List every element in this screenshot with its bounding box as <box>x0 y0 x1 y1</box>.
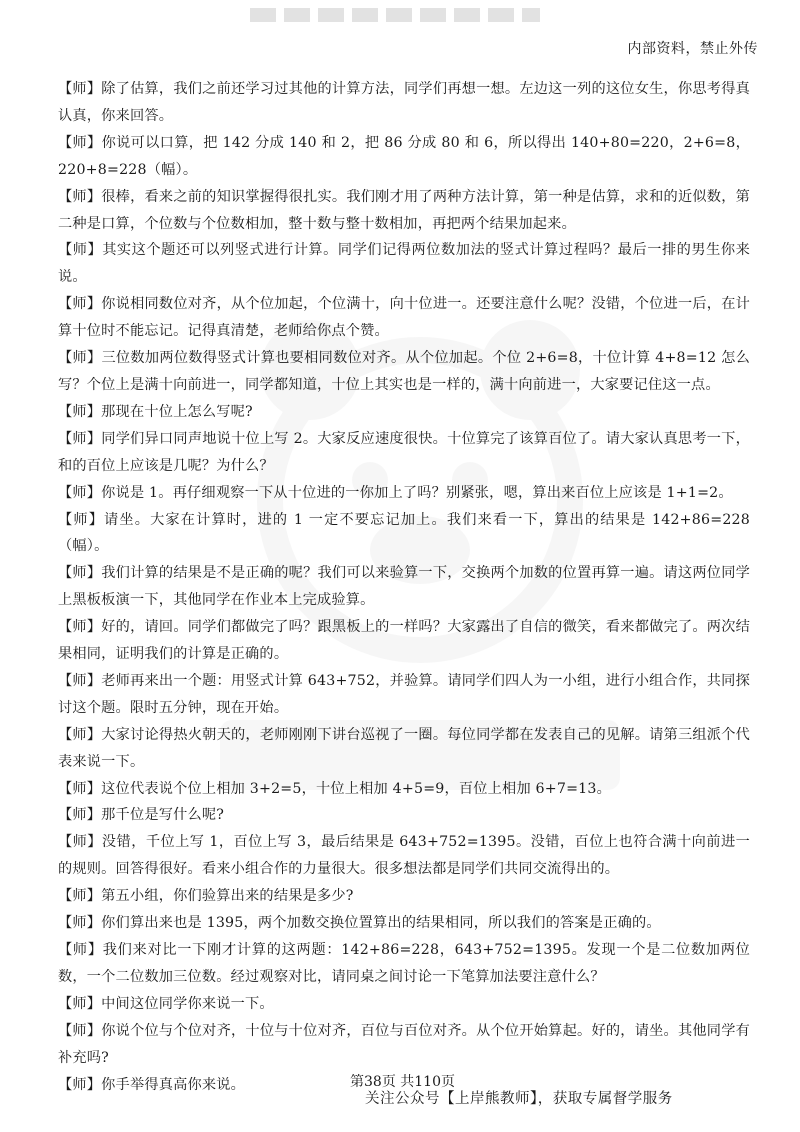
paragraph-text: 你说相同数位对齐，从个位加起，个位满十，向十位进一。还要注意什么呢？没错，个位进一后，在计算十位时不能忘记。记得真清楚，老师给你点个赞。 <box>58 296 750 340</box>
dialogue-paragraph <box>58 76 750 130</box>
paragraph-text: 你们算出来也是 1395，两个加数交换位置算出的结果相同，所以我们的答案是正确的。 <box>101 915 661 932</box>
speaker-label: 【师】 <box>58 726 102 743</box>
paragraph-text: 好的，请回。同学们都做完了吗？跟黑板上的一样吗？大家露出了自信的微笑，看来都做完了。两次结果相同，证明我们的计算是正确的。 <box>58 619 750 663</box>
speaker-label: 【师】 <box>58 780 102 797</box>
dialogue-paragraph <box>58 560 750 614</box>
speaker-label: 【师】 <box>58 403 102 420</box>
dialogue-paragraph <box>58 829 750 883</box>
paragraph-text: 三位数加两位数得竖式计算也要相同数位对齐。从个位加起。个位 2+6=8，十位计算 4+8=12 怎么写？个位上是满十向前进一，同学都知道，十位上其实也是一样的，满十向前进一，大家要记住这一点。 <box>58 350 750 393</box>
paragraph-text: 除了估算，我们之前还学习过其他的计算方法，同学们再想一想。左边这一列的这位女生，你思考得真认真，你来回答。 <box>58 81 750 124</box>
paragraph-text: 其实这个题还可以列竖式进行计算。同学们记得两位数加法的竖式计算过程吗？最后一排的男生你来说。 <box>58 242 750 286</box>
speaker-label: 【师】 <box>58 915 102 932</box>
paragraph-text: 你说是 1。再仔细观察一下从十位进的一你加上了吗？别紧张，嗯，算出来百位上应该是 1+1=2。 <box>101 484 733 501</box>
dialogue-paragraph <box>58 237 750 291</box>
dialogue-paragraph <box>58 883 750 910</box>
dialogue-paragraph <box>58 480 750 507</box>
speaker-label: 【师】 <box>58 1076 102 1093</box>
speaker-label: 【师】 <box>58 188 102 205</box>
speaker-label: 【师】 <box>58 995 102 1012</box>
paragraph-text: 没错，千位上写 1，百位上写 3，最后结果是 643+752=1395。没错，百位上也符合满十向前进一的规则。回答得很好。看来小组合作的力量很大。很多想法都是同学们共同交流得出的。 <box>58 834 750 878</box>
dialogue-paragraph <box>58 1018 750 1072</box>
dialogue-paragraph <box>58 614 750 668</box>
dialogue-paragraph <box>58 991 750 1018</box>
paragraph-text: 同学们异口同声地说十位上写 2。大家反应速度很快。十位算完了该算百位了。请大家认真思考一下，和的百位上应该是几呢？为什么？ <box>58 430 750 474</box>
paragraph-text: 你手举得真高你来说。 <box>101 1076 246 1093</box>
dialogue-paragraph <box>58 722 750 776</box>
paragraph-text: 很棒，看来之前的知识掌握得很扎实。我们刚才用了两种方法计算，第一种是估算，求和的近似数，第二种是口算，个位数与个位数相加，整十数与整十数相加，再把两个结果加起来。 <box>58 188 750 232</box>
dialogue-paragraph <box>58 130 750 184</box>
speaker-label: 【师】 <box>58 511 105 528</box>
paragraph-text: 那现在十位上怎么写呢? <box>101 403 253 420</box>
page-number: 第38页 共110页 <box>350 1074 455 1090</box>
speaker-label: 【师】 <box>58 1022 102 1039</box>
dialogue-paragraph <box>58 668 750 722</box>
dialogue-paragraph <box>58 937 750 991</box>
dialogue-paragraph <box>58 910 750 937</box>
speaker-label: 【师】 <box>58 430 102 447</box>
speaker-label: 【师】 <box>58 134 102 151</box>
dialogue-paragraph <box>58 345 750 399</box>
paragraph-text: 我们来对比一下刚才计算的这两题：142+86=228，643+752=1395。发现一个是二位数加两位数，一个二位数加三位数。经过观察对比，请同桌之间讨论一下笔算加法要注意什么？ <box>58 942 750 985</box>
speaker-label: 【师】 <box>58 296 102 313</box>
speaker-label: 【师】 <box>58 565 102 582</box>
paragraph-text: 中间这位同学你来说一下。 <box>101 995 274 1012</box>
speaker-label: 【师】 <box>58 888 102 905</box>
speaker-label: 【师】 <box>58 350 102 367</box>
dialogue-paragraph <box>58 802 750 829</box>
paragraph-text: 这位代表说个位上相加 3+2=5，十位上相加 4+5=9，百位上相加 6+7=13。 <box>101 780 612 797</box>
footer-promo: 关注公众号【上岸熊教师】，获取专属督学服务 <box>365 1091 673 1107</box>
speaker-label: 【师】 <box>58 242 103 259</box>
paragraph-text: 第五小组，你们验算出来的结果是多少? <box>101 888 354 905</box>
paragraph-text: 你说可以口算，把 142 分成 140 和 2，把 86 分成 80 和 6，所以得出 140+80=220，2+6=8，220+8=228（幅）。 <box>58 134 750 178</box>
dialogue-paragraph <box>58 399 750 426</box>
paragraph-text: 那千位是写什么呢? <box>101 807 225 824</box>
dialogue-paragraph <box>58 426 750 480</box>
confidential-notice: 内部资料，禁止外传 <box>627 41 758 57</box>
faded-header-strip <box>250 8 540 22</box>
paragraph-text: 大家讨论得热火朝天的，老师刚刚下讲台巡视了一圈。每位同学都在发表自己的见解。请第三组派个代表来说一下。 <box>58 726 750 770</box>
paragraph-text: 请坐。大家在计算时，进的 1 一定不要忘记加上。我们来看一下，算出的结果是 142+86=228（幅）。 <box>58 511 750 555</box>
speaker-label: 【师】 <box>58 834 102 851</box>
speaker-label: 【师】 <box>58 619 102 636</box>
paragraph-text: 老师再来出一个题：用竖式计算 643+752，并验算。请同学们四人为一小组，进行小组合作，共同探讨这个题。限时五分钟，现在开始。 <box>58 672 750 716</box>
dialogue-paragraph <box>58 507 750 561</box>
paragraph-text: 你说个位与个位对齐，十位与十位对齐，百位与百位对齐。从个位开始算起。好的，请坐。其他同学有补充吗? <box>58 1022 750 1066</box>
paragraph-text: 我们计算的结果是不是正确的呢？我们可以来验算一下，交换两个加数的位置再算一遍。请这两位同学上黑板板演一下，其他同学在作业本上完成验算。 <box>58 565 750 609</box>
speaker-label: 【师】 <box>58 672 102 689</box>
dialogue-body <box>58 76 750 1098</box>
dialogue-paragraph <box>58 291 750 345</box>
speaker-label: 【师】 <box>58 807 102 824</box>
speaker-label: 【师】 <box>58 81 102 97</box>
speaker-label: 【师】 <box>58 942 103 958</box>
dialogue-paragraph <box>58 776 750 803</box>
speaker-label: 【师】 <box>58 484 102 501</box>
dialogue-paragraph <box>58 184 750 238</box>
